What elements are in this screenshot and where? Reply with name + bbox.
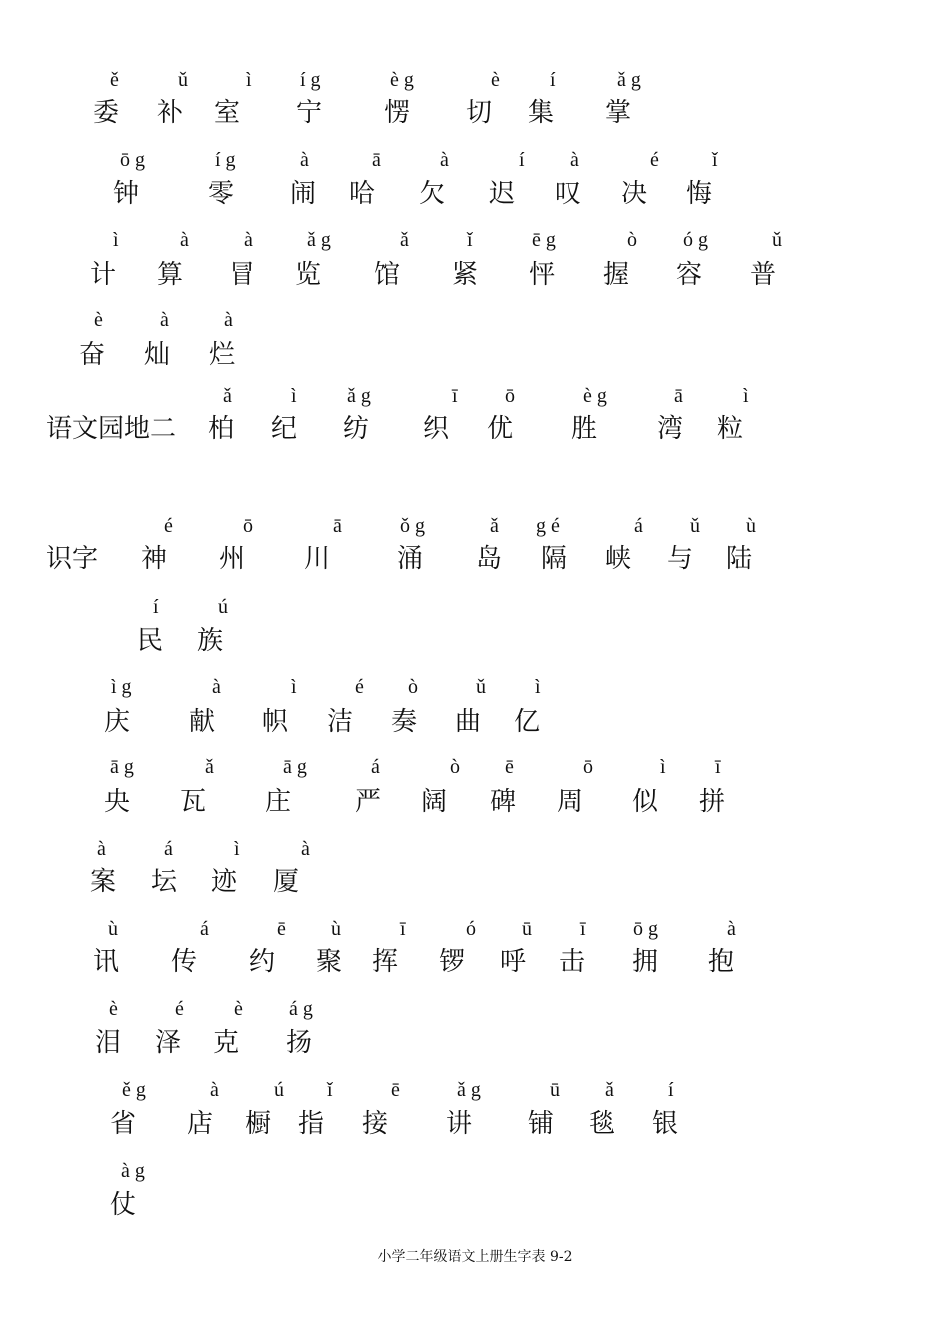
vocab-character: 普	[750, 260, 777, 290]
pinyin-mark: ō g	[633, 918, 658, 940]
vocab-character: 泽	[155, 1028, 182, 1058]
pinyin-mark: ǐ	[712, 149, 718, 171]
pinyin-mark: ǎ	[605, 1079, 614, 1101]
pinyin-mark: à	[301, 838, 310, 860]
pinyin-mark: à	[180, 229, 189, 251]
vocab-character: 愣	[384, 98, 411, 128]
vocab-character: 冒	[229, 260, 256, 290]
vocab-character: 案	[90, 867, 117, 897]
pinyin-mark: à	[440, 149, 449, 171]
vocab-character: 银	[652, 1109, 679, 1139]
vocab-character: 胜	[571, 414, 598, 444]
vocab-character: 哈	[349, 179, 376, 209]
vocab-character: 洁	[327, 707, 354, 737]
vocab-character: 隔	[541, 544, 568, 574]
pinyin-mark: ǎ g	[307, 229, 331, 251]
vocab-character: 橱	[245, 1109, 272, 1139]
pinyin-mark: ē	[277, 918, 286, 940]
page-footer: 小学二年级语文上册生字表 9-2	[377, 1249, 573, 1265]
vocab-character: 优	[487, 414, 514, 444]
vocab-character: 迹	[211, 867, 238, 897]
pinyin-mark: ó	[466, 918, 476, 940]
vocab-character: 委	[93, 98, 120, 128]
vocab-character: 宁	[296, 98, 323, 128]
pinyin-mark: á	[371, 756, 380, 778]
vocab-character: 掌	[605, 98, 632, 128]
vocab-character: 钟	[113, 179, 140, 209]
pinyin-mark: ǒ g	[400, 515, 425, 537]
pinyin-mark: à	[212, 676, 221, 698]
pinyin-mark: è	[94, 309, 103, 331]
vocab-character: 店	[187, 1109, 214, 1139]
pinyin-mark: ù	[108, 918, 118, 940]
pinyin-mark: é	[650, 149, 659, 171]
vocab-character: 计	[90, 260, 117, 290]
vocab-character: 决	[621, 179, 648, 209]
vocab-character: 仗	[110, 1190, 137, 1220]
vocab-character: 击	[559, 947, 586, 977]
vocab-character: 族	[197, 626, 224, 656]
vocab-character: 容	[676, 260, 703, 290]
pinyin-mark: è	[491, 69, 500, 91]
vocab-character: 补	[157, 98, 184, 128]
vocab-character: 坛	[151, 867, 178, 897]
vocab-character: 毯	[589, 1109, 616, 1139]
vocab-character: 与	[667, 544, 694, 574]
pinyin-mark: è g	[583, 385, 607, 407]
pinyin-mark: ē	[391, 1079, 400, 1101]
pinyin-mark: ā	[372, 149, 381, 171]
vocab-character: 讲	[446, 1109, 473, 1139]
vocab-character: 民	[137, 626, 164, 656]
pinyin-mark: é	[355, 676, 364, 698]
pinyin-mark: ō g	[120, 149, 145, 171]
pinyin-mark: ú	[274, 1079, 284, 1101]
pinyin-mark: à	[210, 1079, 219, 1101]
pinyin-mark: í	[668, 1079, 674, 1101]
vocab-character: 讯	[93, 947, 120, 977]
pinyin-mark: ī	[580, 918, 586, 940]
vocab-character: 约	[249, 947, 276, 977]
pinyin-mark: ì	[291, 676, 297, 698]
vocab-character: 算	[157, 260, 184, 290]
pinyin-mark: à	[224, 309, 233, 331]
pinyin-mark: ú	[218, 596, 228, 618]
vocab-character: 克	[213, 1028, 240, 1058]
pinyin-mark: ì g	[111, 676, 132, 698]
section-label: 语文园地二	[46, 414, 177, 444]
pinyin-mark: ī	[452, 385, 458, 407]
vocab-character: 陆	[726, 544, 753, 574]
pinyin-mark: ū	[550, 1079, 560, 1101]
vocab-character: 阔	[421, 787, 448, 817]
pinyin-mark: é	[175, 998, 184, 1020]
pinyin-mark: ā g	[110, 756, 134, 778]
pinyin-mark: ǔ	[772, 229, 782, 251]
vocab-character: 纪	[271, 414, 298, 444]
vocab-character: 欠	[419, 179, 446, 209]
vocab-character: 集	[528, 98, 555, 128]
vocab-character: 挥	[372, 947, 399, 977]
pinyin-mark: ǎ g	[347, 385, 371, 407]
vocab-character: 峡	[605, 544, 632, 574]
vocab-character: 严	[355, 787, 382, 817]
vocab-character: 涌	[397, 544, 424, 574]
pinyin-mark: à	[570, 149, 579, 171]
pinyin-mark: ǎ	[223, 385, 232, 407]
vocab-character: 拼	[699, 787, 726, 817]
pinyin-mark: à	[727, 918, 736, 940]
pinyin-mark: à	[244, 229, 253, 251]
vocab-character: 曲	[455, 707, 482, 737]
pinyin-mark: ě g	[122, 1079, 146, 1101]
vocab-character: 奏	[391, 707, 418, 737]
pinyin-mark: ǐ	[327, 1079, 333, 1101]
vocab-character: 烂	[209, 340, 236, 370]
pinyin-mark: ì	[234, 838, 240, 860]
vocab-character: 柏	[208, 414, 235, 444]
vocab-character: 湾	[657, 414, 684, 444]
pinyin-mark: í	[153, 596, 159, 618]
pinyin-mark: í g	[215, 149, 236, 171]
pinyin-mark: ì	[246, 69, 252, 91]
pinyin-mark: ǔ	[690, 515, 700, 537]
vocab-character: 抱	[708, 947, 735, 977]
pinyin-mark: ī	[400, 918, 406, 940]
vocab-character: 握	[603, 260, 630, 290]
pinyin-mark: ě	[110, 69, 119, 91]
vocab-character: 织	[423, 414, 450, 444]
vocab-character: 亿	[514, 707, 541, 737]
vocab-character: 碑	[490, 787, 517, 817]
vocab-character: 闹	[290, 179, 317, 209]
pinyin-mark: ì	[660, 756, 666, 778]
pinyin-mark: ā	[674, 385, 683, 407]
pinyin-mark: í	[550, 69, 556, 91]
pinyin-mark: í g	[300, 69, 321, 91]
pinyin-mark: è	[234, 998, 243, 1020]
pinyin-mark: é	[164, 515, 173, 537]
vocab-character: 铺	[528, 1109, 555, 1139]
pinyin-mark: ì	[535, 676, 541, 698]
pinyin-mark: á	[634, 515, 643, 537]
vocab-character: 切	[466, 98, 493, 128]
pinyin-mark: ū	[522, 918, 532, 940]
vocab-character: 传	[171, 947, 198, 977]
vocab-character: 馆	[374, 260, 401, 290]
vocab-character: 呼	[500, 947, 527, 977]
pinyin-mark: ī	[715, 756, 721, 778]
vocab-character: 迟	[489, 179, 516, 209]
pinyin-mark: ò	[627, 229, 637, 251]
vocab-character: 泪	[95, 1028, 122, 1058]
pinyin-mark: ǔ	[178, 69, 188, 91]
vocab-character: 叹	[555, 179, 582, 209]
pinyin-mark: à	[160, 309, 169, 331]
pinyin-mark: ē	[505, 756, 514, 778]
vocab-character: 神	[141, 544, 168, 574]
pinyin-mark: ò	[408, 676, 418, 698]
pinyin-mark: ù	[746, 515, 756, 537]
vocab-character: 川	[304, 544, 331, 574]
pinyin-mark: è g	[390, 69, 414, 91]
pinyin-mark: ō	[243, 515, 253, 537]
vocab-character: 接	[362, 1109, 389, 1139]
pinyin-mark: ō	[583, 756, 593, 778]
vocab-character: 指	[298, 1109, 325, 1139]
vocab-character: 似	[632, 787, 659, 817]
vocab-character: 紧	[452, 260, 479, 290]
pinyin-mark: ì	[113, 229, 119, 251]
vocab-character: 纺	[343, 414, 370, 444]
pinyin-mark: ù	[331, 918, 341, 940]
vocab-character: 帜	[262, 707, 289, 737]
pinyin-mark: ǔ	[476, 676, 486, 698]
pinyin-mark: ǎ g	[617, 69, 641, 91]
vocab-character: 粒	[717, 414, 744, 444]
pinyin-mark: ǎ	[490, 515, 499, 537]
pinyin-mark: à	[300, 149, 309, 171]
pinyin-mark: ē g	[532, 229, 556, 251]
vocab-character: 厦	[273, 867, 300, 897]
vocab-character: 灿	[144, 340, 171, 370]
pinyin-mark: ǎ	[400, 229, 409, 251]
pinyin-mark: ā g	[283, 756, 307, 778]
vocab-character: 拥	[632, 947, 659, 977]
pinyin-mark: à	[97, 838, 106, 860]
vocab-character: 庆	[104, 707, 131, 737]
pinyin-mark: g é	[536, 515, 560, 537]
vocab-character: 省	[110, 1109, 137, 1139]
vocab-character: 周	[557, 787, 584, 817]
pinyin-mark: ǐ	[467, 229, 473, 251]
vocab-character: 瓦	[180, 787, 207, 817]
vocab-character: 献	[189, 707, 216, 737]
pinyin-mark: á	[164, 838, 173, 860]
pinyin-mark: ì	[743, 385, 749, 407]
vocab-character: 岛	[476, 544, 503, 574]
vocab-character: 庄	[265, 787, 292, 817]
pinyin-mark: ó g	[683, 229, 708, 251]
pinyin-mark: ō	[505, 385, 515, 407]
pinyin-mark: ǎ	[205, 756, 214, 778]
vocab-character: 央	[104, 787, 131, 817]
vocab-character: 室	[214, 98, 241, 128]
pinyin-mark: ā	[333, 515, 342, 537]
vocab-character: 零	[208, 179, 235, 209]
vocab-character: 悔	[686, 179, 713, 209]
vocab-character: 聚	[316, 947, 343, 977]
vocab-character: 奋	[79, 340, 106, 370]
vocab-character: 怦	[529, 260, 556, 290]
pinyin-mark: á g	[289, 998, 313, 1020]
vocab-character: 锣	[439, 947, 466, 977]
vocab-character: 览	[295, 260, 322, 290]
pinyin-mark: á	[200, 918, 209, 940]
section-label: 识字	[46, 544, 99, 574]
vocab-character: 州	[219, 544, 246, 574]
pinyin-mark: ǎ g	[457, 1079, 481, 1101]
pinyin-mark: í	[519, 149, 525, 171]
pinyin-mark: à g	[121, 1160, 145, 1182]
vocab-character: 扬	[286, 1028, 313, 1058]
pinyin-mark: è	[109, 998, 118, 1020]
pinyin-mark: ò	[450, 756, 460, 778]
pinyin-mark: ì	[291, 385, 297, 407]
